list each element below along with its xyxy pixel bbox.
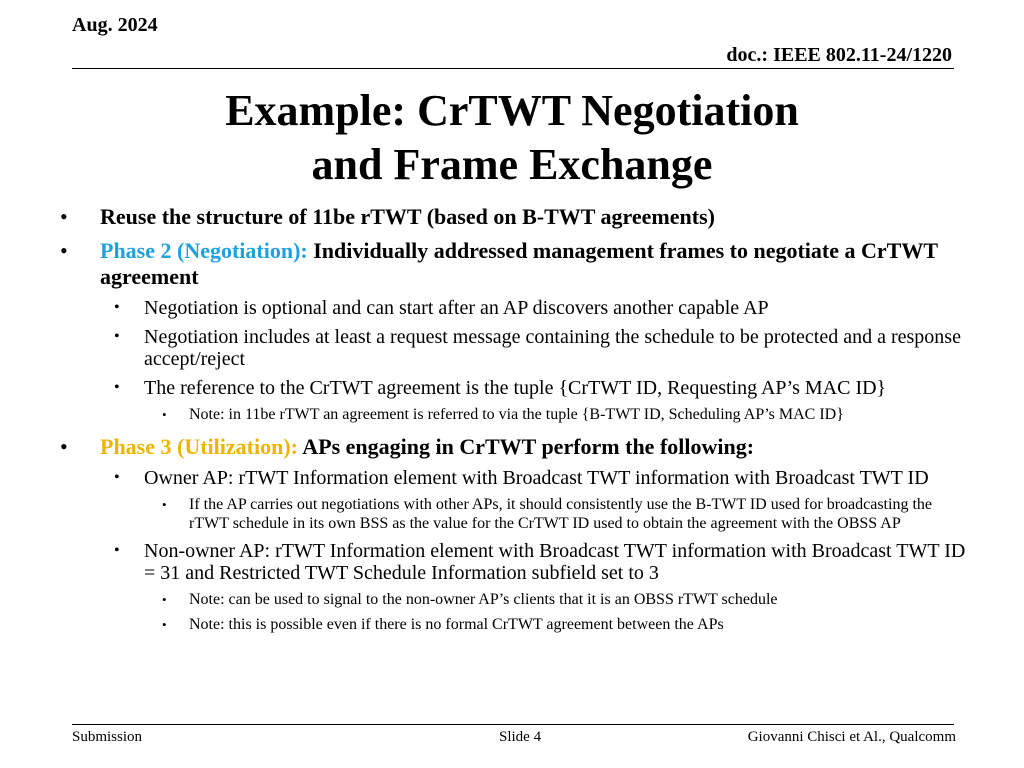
bullet-text: Note: this is possible even if there is no formal CrTWT agreement between the APs	[189, 616, 724, 633]
bullet-text: Note: can be used to signal to the non-owner AP’s clients that it is an OBSS rTWT schedule	[189, 591, 778, 608]
sub-bullet-negotiation-includes	[56, 326, 966, 370]
bullet-text: Non-owner AP: rTWT Information element with Broadcast TWT information with Broadcast TWT ID = 31 and Restricted TWT Schedule Information subfield set to 3	[144, 540, 966, 584]
sub-bullet-agreement-reference	[56, 377, 966, 399]
bullet-dot: •	[114, 379, 120, 396]
bullet-dot: •	[60, 204, 68, 229]
bullet-text: Negotiation includes at least a request message containing the schedule to be protected and a response accept/reject	[144, 326, 961, 370]
footer-authors: Giovanni Chisci et Al., Qualcomm	[747, 729, 956, 745]
sub-bullet-negotiation-optional	[56, 297, 966, 319]
bullet-dot: •	[114, 299, 120, 316]
bullet-text: Note: in 11be rTWT an agreement is referred to via the tuple {B-TWT ID, Scheduling AP’s MAC ID}	[189, 406, 844, 423]
title-line-1: Example: CrTWT Negotiation	[225, 86, 799, 135]
bullet-dot: •	[60, 238, 68, 263]
sub-bullet-owner-ap	[56, 467, 966, 489]
sub-bullet-non-owner-ap	[56, 540, 966, 584]
bullet-dot: •	[162, 497, 167, 512]
bullet-text: Owner AP: rTWT Information element with Broadcast TWT information with Broadcast TWT ID	[144, 467, 929, 489]
slide-title	[0, 84, 1024, 192]
bullet-dot: •	[114, 469, 120, 486]
bullet-reuse-structure	[56, 204, 966, 230]
bullet-dot: •	[60, 434, 68, 459]
note-11be-agreement	[56, 405, 966, 424]
phase-2-label: Phase 2 (Negotiation):	[100, 238, 308, 263]
header-date: Aug. 2024	[72, 14, 158, 36]
note-obss-schedule	[56, 590, 966, 609]
slide-body	[56, 204, 966, 634]
footer-slide-number: Slide 4	[499, 729, 542, 745]
phase-3-label: Phase 3 (Utilization):	[100, 434, 298, 459]
bullet-text: Reuse the structure of 11be rTWT (based on B-TWT agreements)	[100, 204, 715, 229]
footer-rule	[72, 724, 954, 725]
bullet-text: The reference to the CrTWT agreement is the tuple {CrTWT ID, Requesting AP’s MAC ID}	[144, 377, 887, 399]
note-owner-ap-negotiation	[56, 495, 966, 533]
bullet-dot: •	[162, 617, 167, 632]
header-rule	[72, 68, 954, 69]
note-no-formal-agreement	[56, 615, 966, 634]
bullet-dot: •	[114, 542, 120, 559]
header-doc-id: doc.: IEEE 802.11-24/1220	[726, 44, 952, 66]
title-line-2: and Frame Exchange	[311, 140, 713, 189]
bullet-dot: •	[162, 592, 167, 607]
bullet-phase-2	[56, 238, 966, 290]
bullet-text: Individually addressed management frames to negotiate a CrTWT agreement	[100, 238, 938, 289]
bullet-phase-3	[56, 434, 966, 460]
footer-submission: Submission	[72, 729, 143, 745]
bullet-dot: •	[162, 407, 167, 422]
bullet-text: If the AP carries out negotiations with other APs, it should consistently use the B-TWT ID used for broadcasting the rTWT schedule in its own BSS as the value for the CrTWT ID used to obtain the agreement with the OBSS AP	[189, 496, 932, 532]
bullet-text: Negotiation is optional and can start after an AP discovers another capable AP	[144, 297, 769, 319]
bullet-dot: •	[114, 328, 120, 345]
bullet-text: APs engaging in CrTWT perform the following:	[297, 434, 755, 459]
